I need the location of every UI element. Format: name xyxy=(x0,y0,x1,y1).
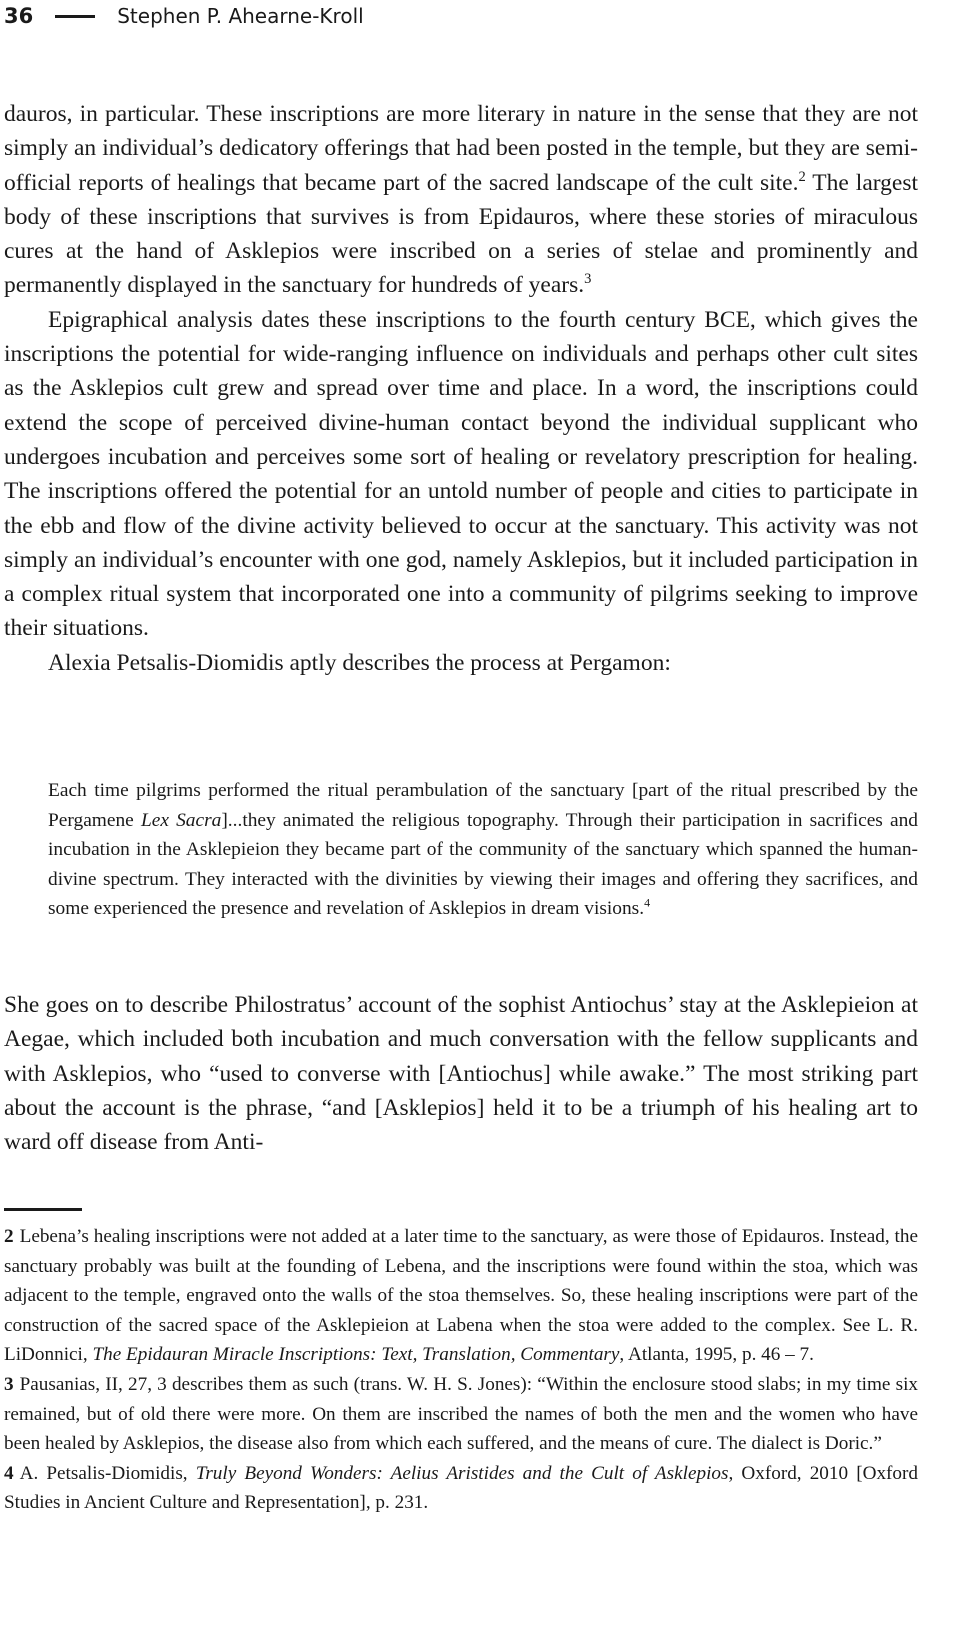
footnote-4-italic: Truly Beyond Wonders: Aelius Aristides and the Cult of Asklepios xyxy=(195,1462,729,1484)
footnotes xyxy=(4,1222,918,1518)
footnote-2 xyxy=(4,1222,918,1370)
footnote-2-text-a: Lebena’s healing inscriptions were not added at a later time to the sanctuary, as were those of Epidauros. Instead, the sanctuary probably was built at the founding of Lebena, and the inscriptions were found within the stoa, which was adjacent to the temple, engraved onto the walls of the stoa themselves. So, these healing inscriptions were part of the construction of the sacred space of the Asklepieion at Labena when the stoa were added to the complex. See L. R. LiDonnici, xyxy=(4,1226,918,1366)
block-quote xyxy=(48,776,918,924)
footnote-2-text-b: , Atlanta, 1995, p. 46 – 7. xyxy=(619,1344,814,1366)
footnote-number-2: 2 xyxy=(4,1226,14,1247)
footnote-4 xyxy=(4,1459,918,1518)
footnote-ref-3[interactable]: 3 xyxy=(584,271,592,288)
footnote-4-text-b: , Oxford, 2010 [Oxford Studies in Ancient Culture and Representation], p. 231. xyxy=(4,1462,919,1514)
paragraph-4: She goes on to describe Philostratus’ account of the sophist Antiochus’ stay at the Asklepieion at Aegae, which included both incubation and much conversation with the fellow supplicants and with Asklepios, who “used to converse with [Antiochus] while awake.” The most striking part about the account is the phrase, “and [Asklepios] held it to be a triumph of his healing art to ward off disease from Anti- xyxy=(4,992,918,1156)
block-quote-italic: Lex Sacra xyxy=(140,809,222,831)
paragraph-1-text-b: The largest body of these inscriptions that survives is from Epidauros, where these stories of miraculous cures at the hand of Asklepios were inscribed on a series of stelae and prominently and permanently displayed in the sanctuary for hundreds of years. xyxy=(4,169,919,299)
footnote-3-text: Pausanias, II, 27, 3 describes them as such (trans. W. H. S. Jones): “Within the enclosure stood slabs; in my time six remained, but of old there were more. On them are inscribed the names of both the men and the women who have been healed by Asklepios, the disease also from which each suffered, and the means of cure. The dialect is Doric.” xyxy=(4,1373,918,1455)
running-head-author: Stephen P. Ahearne-Kroll xyxy=(117,4,364,28)
paragraph-3: Alexia Petsalis-Diomidis aptly describes the process at Pergamon: xyxy=(48,649,671,676)
footnote-separator xyxy=(4,1208,82,1211)
block-quote-text-a: Each time pilgrims performed the ritual perambulation of the sanctuary [part of the ritual prescribed by the Pergamene xyxy=(48,780,918,831)
paragraph-1 xyxy=(4,97,918,303)
main-text-lower xyxy=(4,988,918,1159)
footnote-2-italic: The Epidauran Miracle Inscriptions: Text, Translation, Commentary xyxy=(92,1344,620,1366)
page-number: 36 xyxy=(4,4,34,28)
footnote-3 xyxy=(4,1370,918,1459)
footnote-number-3: 3 xyxy=(4,1373,14,1395)
footnote-ref-2[interactable]: 2 xyxy=(798,168,806,185)
footnote-ref-4[interactable]: 4 xyxy=(644,895,651,910)
header-rule xyxy=(55,15,95,18)
footnote-number-4: 4 xyxy=(4,1462,14,1484)
main-text-upper xyxy=(4,97,918,680)
running-header xyxy=(4,2,364,30)
footnote-4-text-a: A. Petsalis-Diomidis, xyxy=(19,1462,196,1484)
paragraph-2: Epigraphical analysis dates these inscriptions to the fourth century BCE, which gives the inscriptions the potential for wide-ranging influence on individuals and perhaps other cult sites as the Asklepios cult grew and spread over time and place. In a word, the inscriptions could extend the scope of perceived divine-human contact beyond the individual supplicant who undergoes incubation and perceives some sort of healing or revelatory prescription for healing. The inscriptions offered the potential for an untold number of people and cities to participate in the ebb and flow of the divine activity believed to occur at the sanctuary. This activity was not simply an individual’s encounter with one god, namely Asklepios, but it included participation in a complex ritual system that incorporated one into a community of pilgrims seeking to improve their situations. xyxy=(4,306,918,642)
paragraph-1-text-a: dauros, in particular. These inscriptions are more literary in nature in the sense that they are not simply an individual’s dedicatory offerings that had been posted in the temple, but they are semi-official reports of healings that became part of the sacred landscape of the cult site. xyxy=(4,101,918,196)
block-quote-text-b: ]...they animated the religious topography. Through their participation in sacrifices and incubation in the Asklepieion they became part of the community of the sanctuary which spanned the human-divine spectrum. They interacted with the divinities by viewing their images and offering they sacrifices, and some experienced the presence and revelation of Asklepios in dream visions. xyxy=(48,809,919,919)
